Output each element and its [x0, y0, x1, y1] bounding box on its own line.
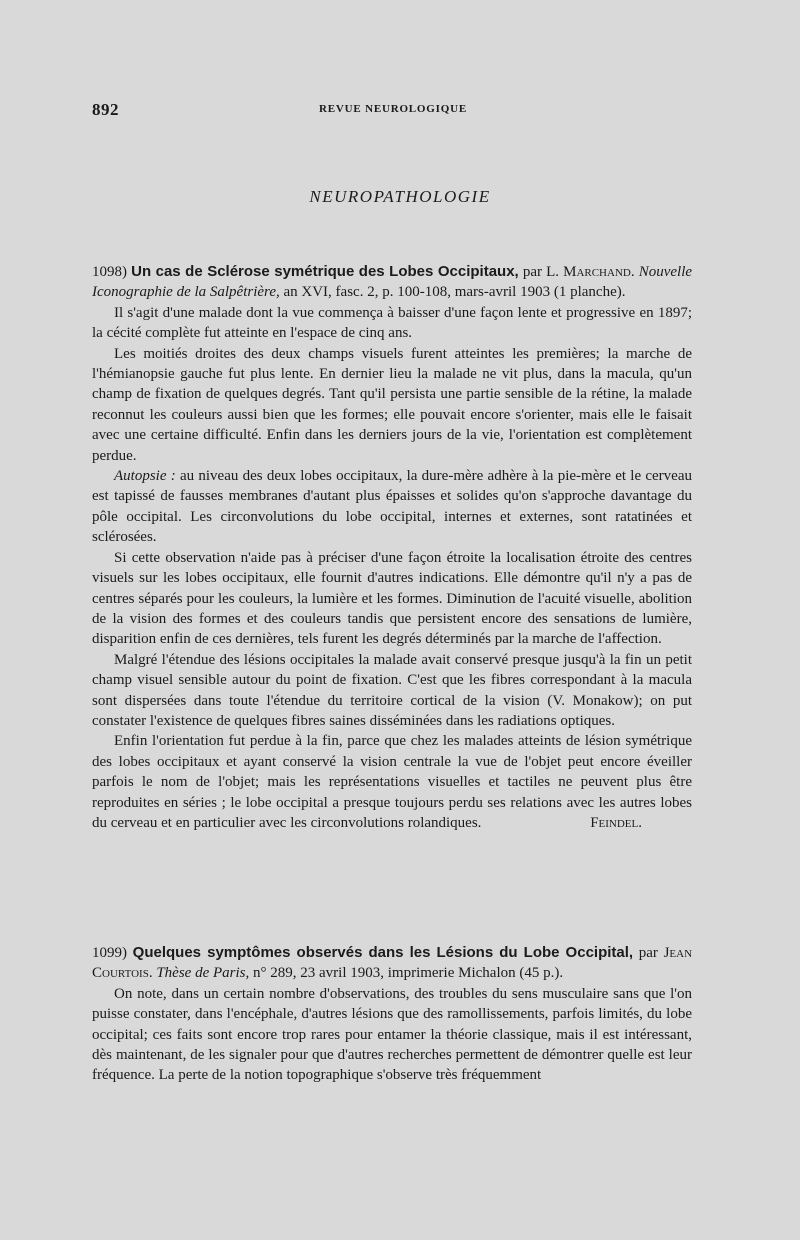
paragraph: On note, dans un certain nombre d'observations, des troubles du sens musculaire sans que l'on puisse constater, dans l'encéphale, d'autres lésions que des ramollissements, parfois limités, du lobe occipital; ces faits sont encore trop rares pour entamer la théorie classique, mais il est intéressant, dès maintenant, de les signaler pour que d'autres recherches permettent de démontrer quelle est leur fréquence. La perte de la notion topographique s'observe très fréquemment	[92, 985, 692, 1084]
article-author: L. Marchand.	[546, 264, 635, 280]
article-1098	[92, 262, 692, 833]
paragraph-text: Enfin l'orientation fut perdue à la fin, parce que chez les malades atteints de lésion symétrique des lobes occipitaux et ayant conservé la vision centrale la vue de l'objet peut encore éveiller parfois le nom de l'objet; mais les représentations visuelles et tactiles ne peuvent plus être reproduites en séries ; le lobe occipital a presque toujours perdu ses relations avec les autres lobes du cerveau et en particulier avec les circonvolutions rolandiques.	[92, 733, 692, 831]
paragraph: Malgré l'étendue des lésions occipitales la malade avait conservé presque jusqu'à la fin un petit champ visuel sensible autour du point de fixation. C'est que les fibres correspondant à la macula sont dispersées dans toute l'étendue du territoire cortical de la vision (V. Monakow); on put constater l'existence de quelques fibres saines disséminées dans les radiations optiques.	[92, 651, 692, 729]
paragraph: Les moitiés droites des deux champs visuels furent atteintes les premières; la marche de l'hémianopsie gauche fut plus lente. En dernier lieu la malade ne vit plus, dans la macula, qu'un champ de fixation de quelques degrés. Tant qu'il persista une partie sensible de la rétine, la malade reconnut les couleurs aussi bien que les formes; elle pouvait encore s'orienter, mais elle le faisait avec une certaine difficulté. Enfin dans les derniers jours de la vie, l'orientation est complètement perdue.	[92, 345, 692, 464]
paragraph-autopsy	[92, 466, 692, 548]
article-source: Nouvelle Iconographie de la Salpêtrière,	[92, 264, 693, 301]
paragraph: Il s'agit d'une malade dont la vue commença à baisser d'une façon lente et progressive en 1897; la cécité complète fut atteinte en l'espace de cinq ans.	[92, 304, 692, 342]
article-by: par	[638, 945, 658, 961]
article-title: Quelques symptômes observés dans les Lésions du Lobe Occipital,	[132, 944, 634, 961]
article-number: 1099)	[92, 945, 127, 961]
article-1099	[92, 943, 692, 1086]
autopsy-text: au niveau des deux lobes occipitaux, la dure-mère adhère à la pie-mère et le cerveau est tapissé de fausses membranes d'autant plus épaisses et solides qu'on s'approche davantage du pôle occipital. Les circonvolutions du lobe occipital, internes et externes, sont ratatinées et sclérosées.	[92, 468, 692, 546]
article-heading	[92, 943, 692, 984]
article-details: an XVI, fasc. 2, p. 100-108, mars-avril 1903 (1 planche).	[283, 284, 626, 301]
article-source: Thèse de Paris,	[156, 965, 250, 982]
running-header	[92, 100, 694, 120]
autopsy-label: Autopsie :	[114, 468, 176, 485]
article-title: Un cas de Sclérose symétrique des Lobes Occipitaux,	[131, 263, 519, 280]
journal-title: REVUE NEUROLOGIQUE	[319, 103, 467, 115]
article-author: Jean Courtois.	[92, 945, 693, 982]
signature: Feindel.	[590, 814, 642, 831]
article-number: 1098)	[92, 264, 127, 280]
section-title: NEUROPATHOLOGIE	[309, 187, 491, 206]
article-details: n° 289, 23 avril 1903, imprimerie Michalon (45 p.).	[253, 965, 564, 982]
paragraph-last	[92, 731, 692, 833]
article-by: par	[522, 264, 542, 280]
page-number: 892	[92, 100, 119, 119]
paragraph: Si cette observation n'aide pas à préciser d'une façon étroite la localisation étroite des centres visuels sur les lobes occipitaux, elle fournit d'autres indications. Elle démontre qu'il n'y a pas de centres séparés pour les couleurs, la lumière et les formes. Diminution de l'acuité visuelle, abolition de la vision des formes et des couleurs tandis que persistent encore des sensations de lumière, disparition enfin de ces dernières, tels furent les degrés déterminés par la marche de l'affection.	[92, 549, 692, 648]
article-heading	[92, 262, 692, 303]
